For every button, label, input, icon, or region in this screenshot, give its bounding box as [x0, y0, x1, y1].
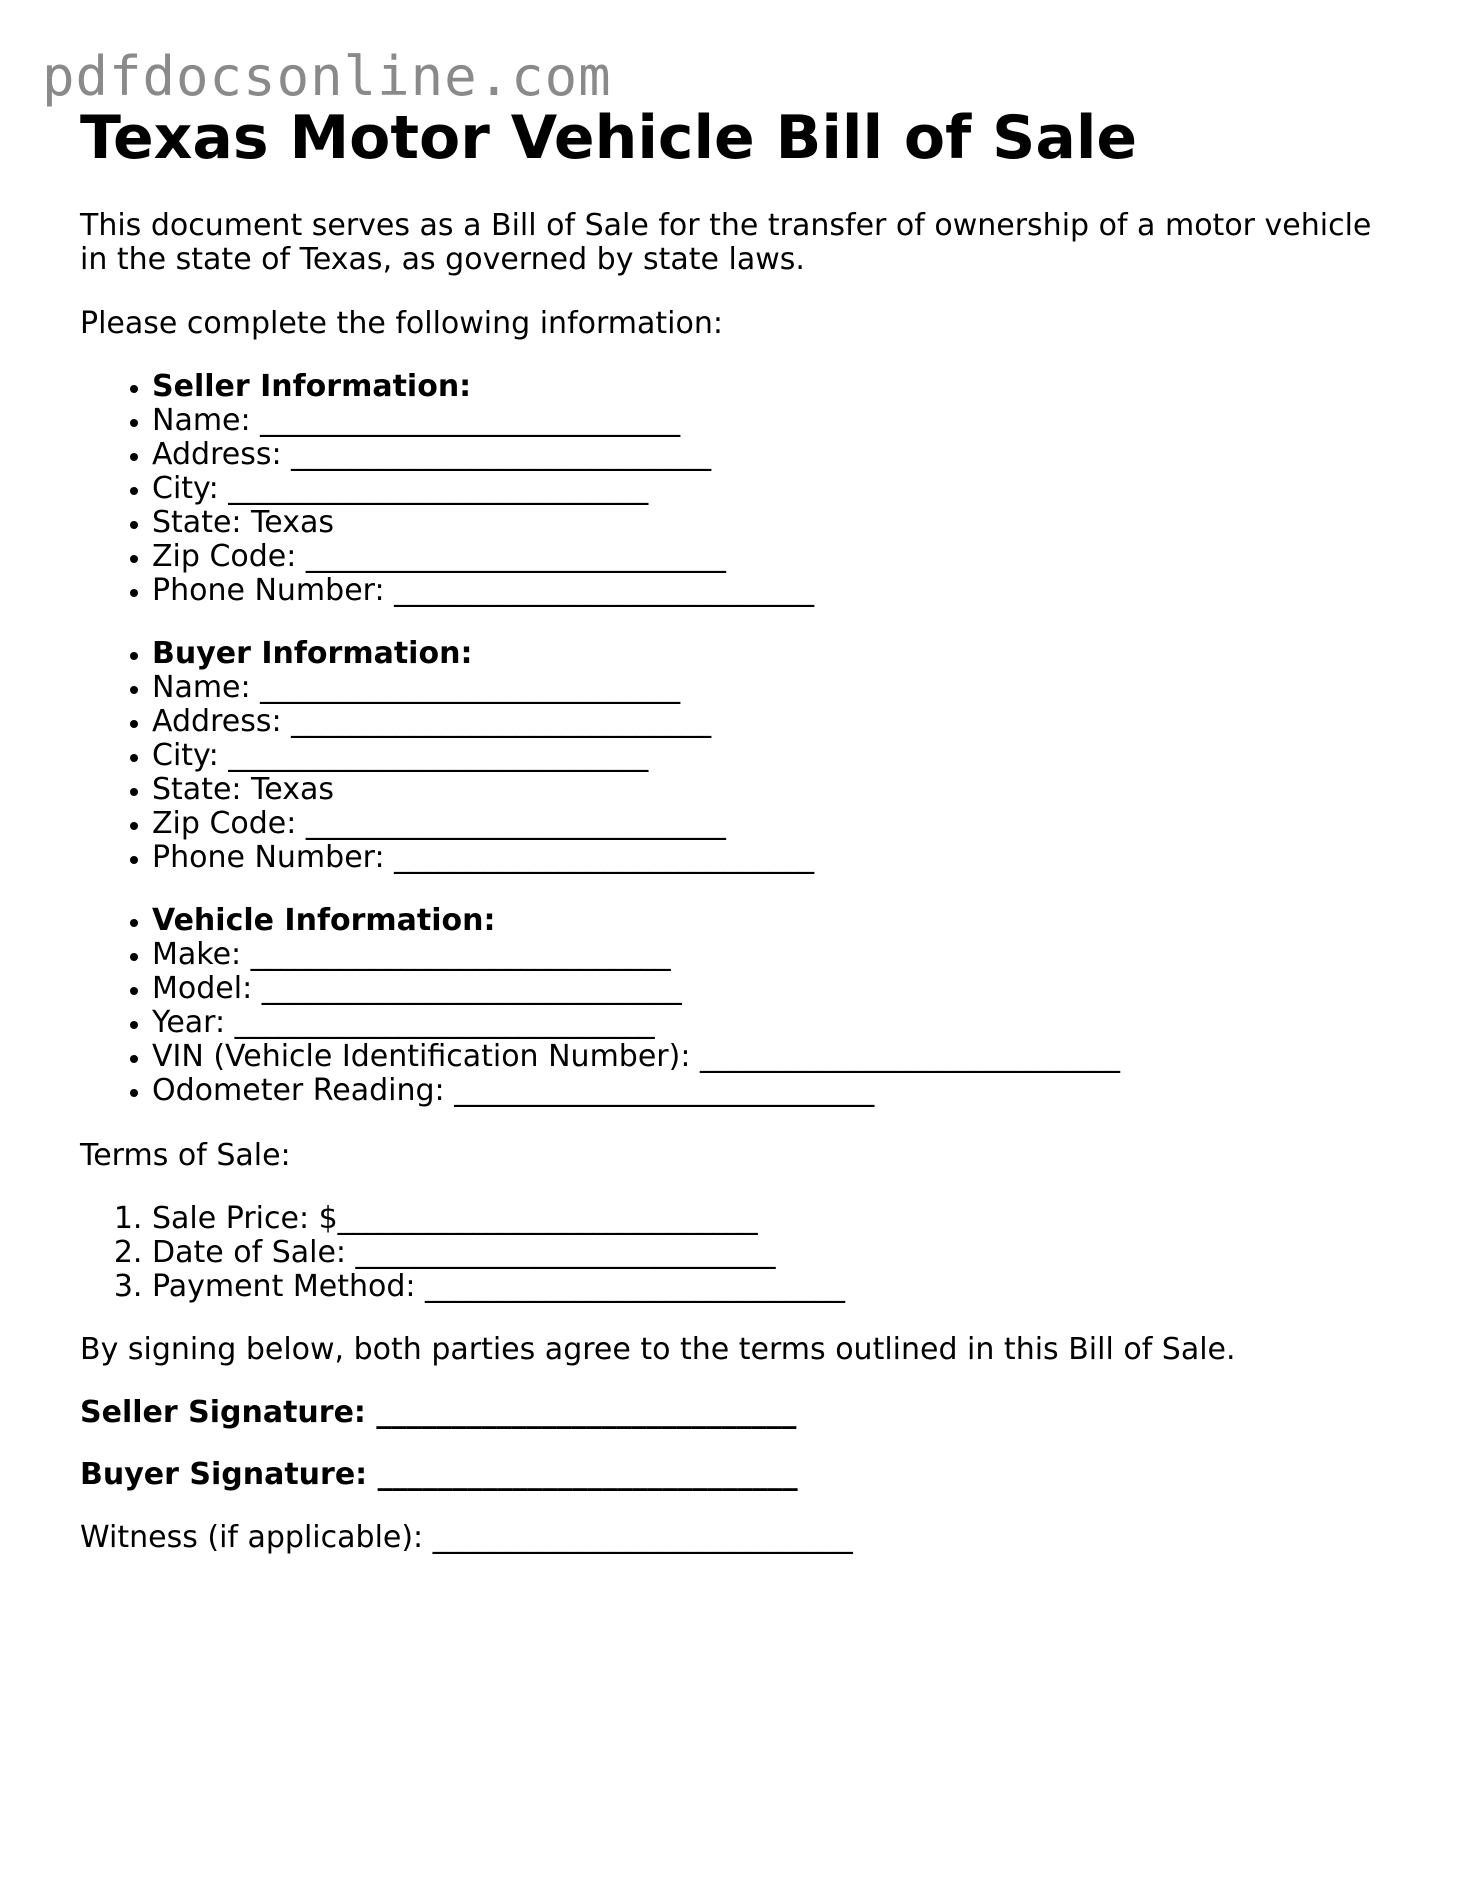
- instructions-text: Please complete the following information:: [80, 306, 723, 341]
- agreement-statement: By signing below, both parties agree to the terms outlined in this Bill of Sale.: [80, 1332, 1236, 1367]
- buyer-information-list: [80, 637, 814, 875]
- watermark: pdfdocsonline.com: [42, 45, 612, 108]
- date-of-sale-field: 2. Date of Sale: ____________________________: [152, 1236, 845, 1270]
- buyer-city-field: • City: ____________________________: [152, 739, 814, 773]
- seller-name-field: • Name: ____________________________: [152, 404, 814, 438]
- vehicle-year-field: • Year: ____________________________: [152, 1006, 1120, 1040]
- vehicle-make-field: • Make: ____________________________: [152, 938, 1120, 972]
- seller-information-list: [80, 370, 814, 608]
- buyer-phone-field: • Phone Number: ____________________________: [152, 841, 814, 875]
- buyer-zip-field: • Zip Code: ____________________________: [152, 807, 814, 841]
- terms-of-sale-list: [80, 1202, 845, 1304]
- terms-of-sale-label: Terms of Sale:: [80, 1138, 291, 1173]
- vehicle-model-field: • Model: ____________________________: [152, 972, 1120, 1006]
- seller-phone-field: • Phone Number: ____________________________: [152, 574, 814, 608]
- buyer-address-field: • Address: ____________________________: [152, 705, 814, 739]
- vehicle-vin-field: • VIN (Vehicle Identification Number): ____________________________: [152, 1040, 1120, 1074]
- intro-paragraph: This document serves as a Bill of Sale for the transfer of ownership of a motor vehicle in the state of Texas, as governed by state laws.: [80, 208, 1372, 277]
- sale-price-field: 1. Sale Price: $____________________________: [152, 1202, 845, 1236]
- buyer-section-heading: • Buyer Information:: [152, 637, 814, 671]
- vehicle-odometer-field: • Odometer Reading: ____________________________: [152, 1074, 1120, 1108]
- buyer-state-field: • State: Texas: [152, 773, 814, 807]
- seller-zip-field: • Zip Code: ____________________________: [152, 540, 814, 574]
- buyer-signature-line: Buyer Signature: ____________________________: [80, 1457, 798, 1492]
- page-title: Texas Motor Vehicle Bill of Sale: [80, 103, 1138, 173]
- seller-city-field: • City: ____________________________: [152, 472, 814, 506]
- payment-method-field: 3. Payment Method: ____________________________: [152, 1270, 845, 1304]
- seller-section-heading: • Seller Information:: [152, 370, 814, 404]
- witness-signature-line: Witness (if applicable): ____________________________: [80, 1520, 853, 1555]
- vehicle-section-heading: • Vehicle Information:: [152, 904, 1120, 938]
- seller-signature-line: Seller Signature: ____________________________: [80, 1395, 797, 1430]
- seller-address-field: • Address: ____________________________: [152, 438, 814, 472]
- buyer-name-field: • Name: ____________________________: [152, 671, 814, 705]
- seller-state-field: • State: Texas: [152, 506, 814, 540]
- vehicle-information-list: [80, 904, 1120, 1108]
